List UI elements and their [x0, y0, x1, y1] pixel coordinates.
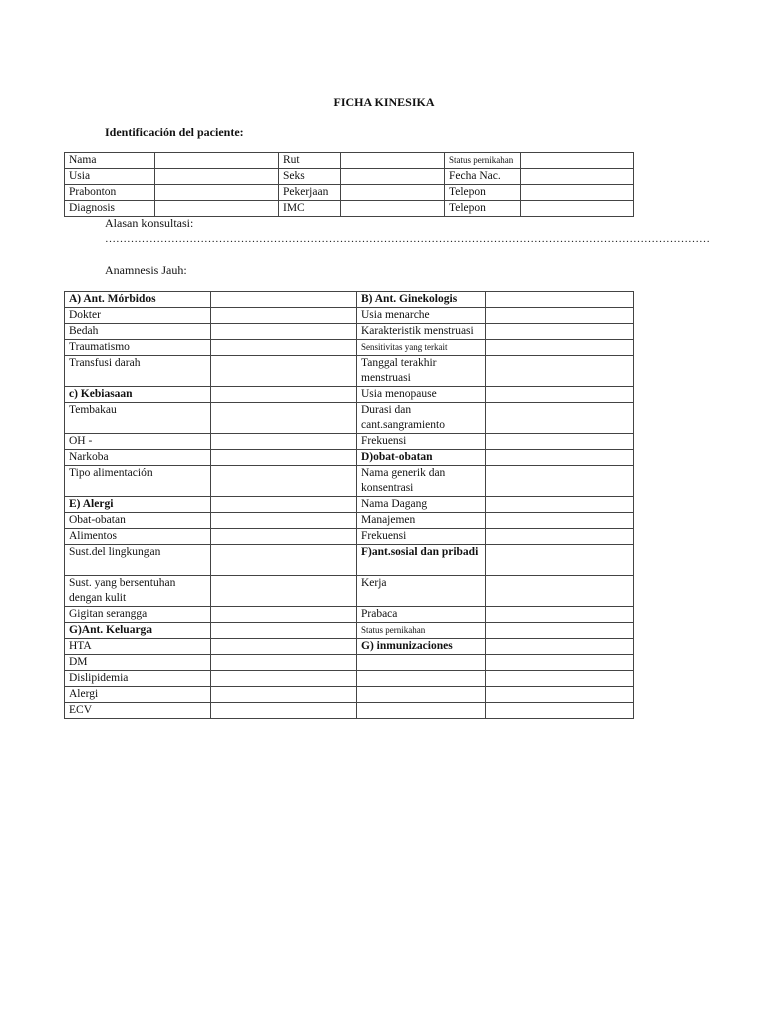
row-label: Usia menopause — [357, 387, 486, 403]
id-label-prabonton: Prabonton — [65, 185, 155, 201]
id-label-marital-status: Status pernikahan — [445, 153, 521, 169]
id-value-occupation[interactable] — [341, 185, 445, 201]
id-value-age[interactable] — [155, 169, 279, 185]
table-row — [65, 387, 634, 403]
row-label: Kerja — [357, 576, 486, 607]
id-label-phone: Telepon — [445, 185, 521, 201]
row-label: Bedah — [65, 324, 211, 340]
row-label: Gigitan serangga — [65, 607, 211, 623]
row-label — [357, 671, 486, 687]
row-value[interactable] — [211, 687, 357, 703]
row-label: G) inmunizaciones — [357, 639, 486, 655]
row-label: G)Ant. Keluarga — [65, 623, 211, 639]
table-row — [65, 655, 634, 671]
row-label: c) Kebiasaan — [65, 387, 211, 403]
id-label-sex: Seks — [279, 169, 341, 185]
row-label: Durasi dan cant.sangramiento — [357, 403, 486, 434]
row-value[interactable] — [211, 356, 357, 387]
row-label: Transfusi darah — [65, 356, 211, 387]
row-value[interactable] — [211, 623, 357, 639]
row-value[interactable] — [211, 607, 357, 623]
table-row — [65, 529, 634, 545]
anamnesis-table — [64, 291, 634, 719]
id-value-phone-2[interactable] — [521, 201, 634, 217]
row-value[interactable] — [486, 513, 634, 529]
row-value[interactable] — [211, 671, 357, 687]
id-row — [65, 169, 634, 185]
id-label-diagnosis: Diagnosis — [65, 201, 155, 217]
anamnesis-label: Anamnesis Jauh: — [105, 263, 187, 277]
id-value-diagnosis[interactable] — [155, 201, 279, 217]
id-label-phone-2: Telepon — [445, 201, 521, 217]
document-title: FICHA KINESIKA — [333, 95, 435, 109]
id-value-phone[interactable] — [521, 185, 634, 201]
row-value[interactable] — [211, 308, 357, 324]
row-value[interactable] — [211, 324, 357, 340]
row-label: A) Ant. Mórbidos — [65, 292, 211, 308]
row-label: D)obat-obatan — [357, 450, 486, 466]
row-label: Tanggal terakhir menstruasi — [357, 356, 486, 387]
id-row — [65, 185, 634, 201]
row-value[interactable] — [211, 576, 357, 607]
row-value[interactable] — [211, 434, 357, 450]
table-row — [65, 703, 634, 719]
id-value-imc[interactable] — [341, 201, 445, 217]
table-row — [65, 545, 634, 576]
row-label: HTA — [65, 639, 211, 655]
row-label: Nama Dagang — [357, 497, 486, 513]
table-row — [65, 356, 634, 387]
row-label: Sensitivitas yang terkait — [357, 340, 486, 356]
row-label: Sust. yang bersentuhan dengan kulit — [65, 576, 211, 607]
id-value-marital-status[interactable] — [521, 153, 634, 169]
table-row — [65, 466, 634, 497]
row-value[interactable] — [486, 639, 634, 655]
id-value-sex[interactable] — [341, 169, 445, 185]
row-label: Prabaca — [357, 607, 486, 623]
row-value[interactable] — [486, 356, 634, 387]
row-value[interactable] — [486, 545, 634, 576]
row-value[interactable] — [486, 655, 634, 671]
row-value[interactable] — [211, 513, 357, 529]
identification-table — [64, 152, 634, 217]
row-value[interactable] — [486, 687, 634, 703]
row-label: OH - — [65, 434, 211, 450]
row-value[interactable] — [211, 387, 357, 403]
id-label-name: Nama — [65, 153, 155, 169]
row-value[interactable] — [486, 450, 634, 466]
row-label: E) Alergi — [65, 497, 211, 513]
id-value-rut[interactable] — [341, 153, 445, 169]
id-value-prabonton[interactable] — [155, 185, 279, 201]
row-label: Tembakau — [65, 403, 211, 434]
table-row — [65, 450, 634, 466]
row-label — [357, 703, 486, 719]
row-label: Tipo alimentación — [65, 466, 211, 497]
row-label: Manajemen — [357, 513, 486, 529]
row-label: ECV — [65, 703, 211, 719]
id-label-age: Usia — [65, 169, 155, 185]
id-label-occupation: Pekerjaan — [279, 185, 341, 201]
row-value[interactable] — [486, 387, 634, 403]
identification-heading: Identificación del paciente: — [105, 125, 244, 139]
table-row — [65, 292, 634, 308]
table-row — [65, 434, 634, 450]
id-value-birth-date[interactable] — [521, 169, 634, 185]
id-value-name[interactable] — [155, 153, 279, 169]
row-value[interactable] — [486, 466, 634, 497]
row-label: Usia menarche — [357, 308, 486, 324]
row-label: F)ant.sosial dan pribadi — [357, 545, 486, 576]
table-row — [65, 340, 634, 356]
id-row — [65, 153, 634, 169]
row-value[interactable] — [211, 497, 357, 513]
table-row — [65, 623, 634, 639]
row-value[interactable] — [486, 671, 634, 687]
id-label-birth-date: Fecha Nac. — [445, 169, 521, 185]
row-value[interactable] — [486, 529, 634, 545]
row-label: Alimentos — [65, 529, 211, 545]
row-label: B) Ant. Ginekologis — [357, 292, 486, 308]
row-label: Karakteristik menstruasi — [357, 324, 486, 340]
row-label: Dislipidemia — [65, 671, 211, 687]
row-value[interactable] — [211, 639, 357, 655]
id-row — [65, 201, 634, 217]
row-value[interactable] — [486, 497, 634, 513]
row-label: Nama generik dan konsentrasi — [357, 466, 486, 497]
table-row — [65, 576, 634, 607]
row-label: DM — [65, 655, 211, 671]
row-label: Dokter — [65, 308, 211, 324]
table-row — [65, 639, 634, 655]
id-label-imc: IMC — [279, 201, 341, 217]
row-value[interactable] — [486, 623, 634, 639]
row-label: Frekuensi — [357, 529, 486, 545]
row-label: Traumatismo — [65, 340, 211, 356]
row-value[interactable] — [486, 607, 634, 623]
row-value[interactable] — [211, 703, 357, 719]
table-row — [65, 497, 634, 513]
row-value[interactable] — [486, 292, 634, 308]
row-label: Narkoba — [65, 450, 211, 466]
row-value[interactable] — [211, 529, 357, 545]
row-value[interactable] — [211, 466, 357, 497]
row-value[interactable] — [211, 292, 357, 308]
row-value[interactable] — [486, 308, 634, 324]
row-label: Sust.del lingkungan — [65, 545, 211, 576]
reason-dotted-line[interactable]: ………………………………………………………………………………………………………………………………………………… — [105, 233, 710, 245]
row-label — [357, 655, 486, 671]
row-value[interactable] — [211, 545, 357, 576]
table-row — [65, 403, 634, 434]
row-value[interactable] — [486, 340, 634, 356]
reason-label: Alasan konsultasi: — [105, 216, 194, 230]
row-value[interactable] — [486, 403, 634, 434]
row-label: Status pernikahan — [357, 623, 486, 639]
row-label: Frekuensi — [357, 434, 486, 450]
row-value[interactable] — [211, 450, 357, 466]
row-value[interactable] — [211, 403, 357, 434]
id-label-rut: Rut — [279, 153, 341, 169]
table-row — [65, 671, 634, 687]
table-row — [65, 324, 634, 340]
row-value[interactable] — [211, 655, 357, 671]
row-value[interactable] — [211, 340, 357, 356]
row-value[interactable] — [486, 434, 634, 450]
row-label — [357, 687, 486, 703]
table-row — [65, 308, 634, 324]
row-label: Obat-obatan — [65, 513, 211, 529]
row-value[interactable] — [486, 703, 634, 719]
row-value[interactable] — [486, 576, 634, 607]
row-value[interactable] — [486, 324, 634, 340]
table-row — [65, 607, 634, 623]
row-label: Alergi — [65, 687, 211, 703]
table-row — [65, 687, 634, 703]
table-row — [65, 513, 634, 529]
